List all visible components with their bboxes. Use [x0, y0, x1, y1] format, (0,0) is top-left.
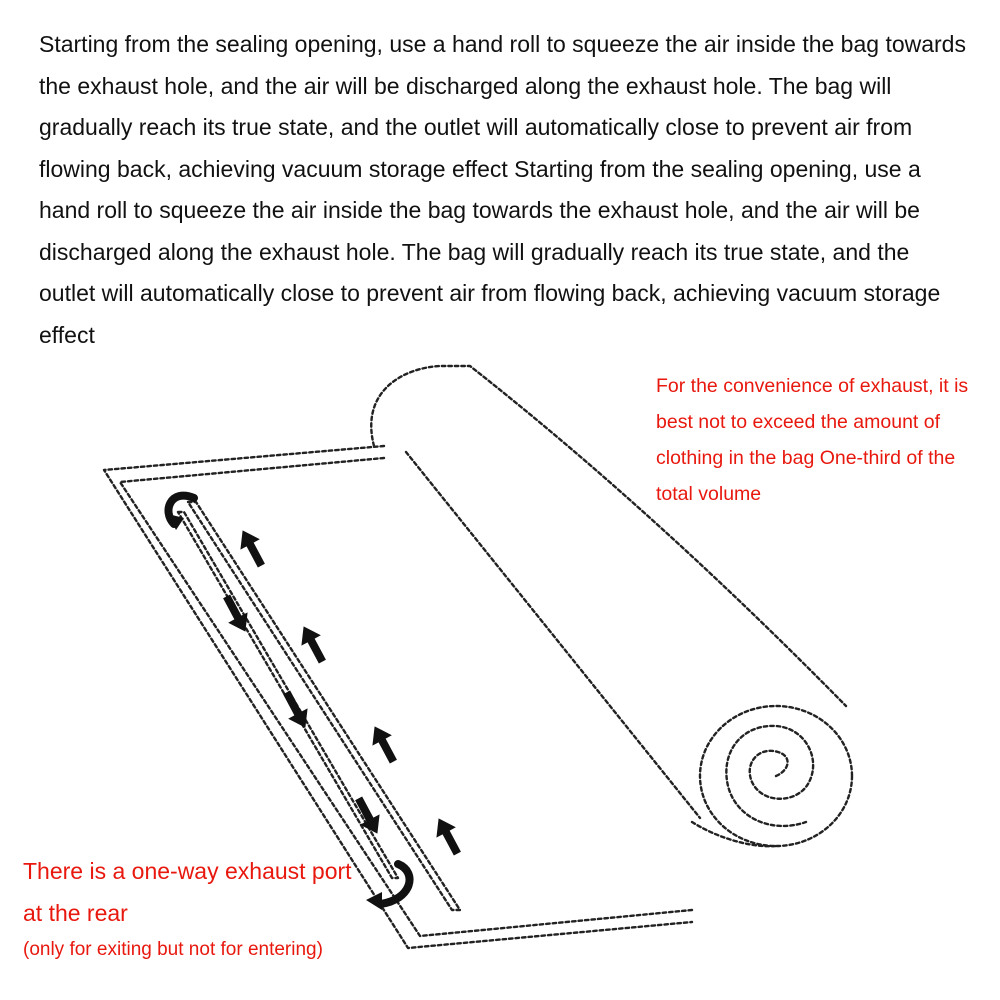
exhaust-port-note: There is a one-way exhaust port at the rear	[23, 858, 352, 926]
exhaust-port-detail: (only for exiting but not for entering)	[23, 939, 323, 960]
arrow-up-icon	[429, 813, 467, 859]
arrow-up-icon	[365, 721, 403, 767]
exhaust-channel	[188, 502, 460, 910]
instruction-text: Starting from the sealing opening, use a hand roll to squeeze the air inside the bag towards the exhaust hole, and the air will be discharged along the exhaust hole. The bag will gradually reach its true state, and the outlet will automatically close to prevent air from flowing back, achieving vacuum storage effect Starting from the sealing opening, use a hand roll to squeeze the air inside the bag towards the exhaust hole, and the air will be discharged along the exhaust hole. The bag will gradually reach its true state, and the outlet will automatically close to prevent air from flowing back, achieving vacuum storage effect	[39, 31, 966, 348]
roll-spiral	[726, 726, 813, 826]
capacity-note: For the convenience of exhaust, it is best not to exceed the amount of clothing in the bag One-third of the total volume	[656, 375, 969, 505]
return-arrow-icon	[380, 864, 410, 904]
arrow-up-icon	[233, 525, 271, 571]
